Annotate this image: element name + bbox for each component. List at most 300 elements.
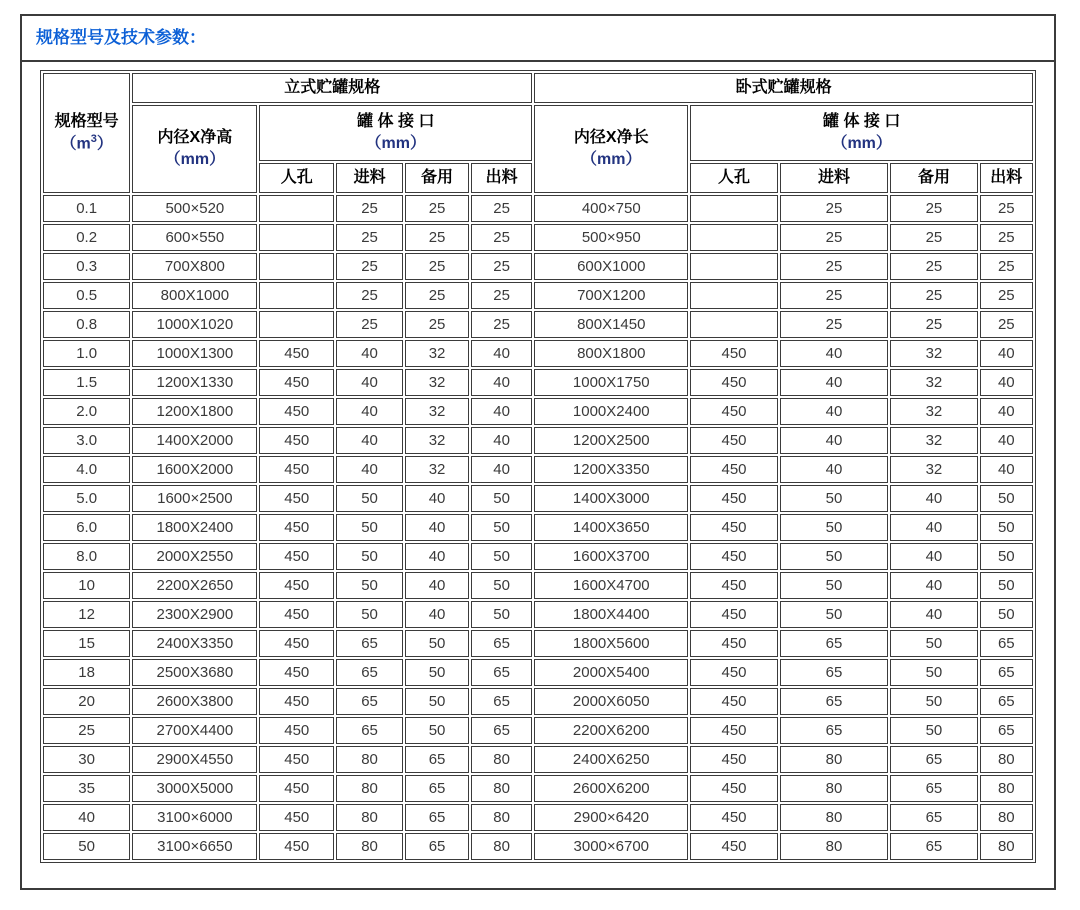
table-cell: 65: [336, 659, 403, 686]
table-cell: 450: [259, 427, 334, 454]
table-cell: 25: [336, 253, 403, 280]
table-cell: 50: [780, 601, 889, 628]
table-cell: 25: [780, 311, 889, 338]
table-cell: 50: [471, 572, 532, 599]
table-cell: 65: [890, 804, 977, 831]
table-cell: 50: [336, 514, 403, 541]
table-cell: 450: [690, 717, 777, 744]
table-cell: 65: [471, 630, 532, 657]
table-cell: 40: [890, 543, 977, 570]
table-cell: 450: [259, 630, 334, 657]
table-cell: 40: [980, 340, 1033, 367]
table-cell: 25: [780, 282, 889, 309]
table-cell: 500×950: [534, 224, 688, 251]
table-cell: 50: [336, 543, 403, 570]
table-cell: [259, 224, 334, 251]
table-cell: 450: [259, 804, 334, 831]
table-cell: 25: [405, 311, 469, 338]
table-cell: 2000X6050: [534, 688, 688, 715]
table-cell: 25: [980, 311, 1033, 338]
table-cell: 1000X1300: [132, 340, 257, 367]
spec-model-unit: $(m^3)$: [60, 133, 113, 153]
table-cell: 0.3: [43, 253, 130, 280]
table-cell: 450: [259, 485, 334, 512]
table-cell: 450: [690, 543, 777, 570]
table-cell: 80: [471, 746, 532, 773]
table-cell: 25: [890, 224, 977, 251]
table-cell: 450: [259, 543, 334, 570]
table-cell: 2600X6200: [534, 775, 688, 802]
table-row: [43, 572, 1033, 599]
table-cell: 3000×6700: [534, 833, 688, 860]
table-cell: 2500X3680: [132, 659, 257, 686]
table-cell: [259, 253, 334, 280]
table-cell: 65: [471, 688, 532, 715]
table-cell: 25: [43, 717, 130, 744]
table-cell: 25: [405, 224, 469, 251]
table-row: [43, 688, 1033, 715]
table-cell: 80: [780, 775, 889, 802]
table-row: [43, 485, 1033, 512]
table-cell: 32: [405, 427, 469, 454]
table-cell: 2400X3350: [132, 630, 257, 657]
table-cell: 25: [471, 195, 532, 222]
table-cell: 15: [43, 630, 130, 657]
table-cell: 50: [980, 485, 1033, 512]
table-cell: 50: [405, 659, 469, 686]
table-cell: 65: [405, 775, 469, 802]
table-cell: 1600×2500: [132, 485, 257, 512]
table-cell: 35: [43, 775, 130, 802]
table-cell: 1400X2000: [132, 427, 257, 454]
table-cell: 65: [890, 775, 977, 802]
vertical-manhole-header: 人孔: [259, 163, 334, 193]
table-cell: 50: [980, 601, 1033, 628]
table-cell: 2.0: [43, 398, 130, 425]
table-cell: 80: [780, 746, 889, 773]
table-row: [43, 514, 1033, 541]
table-cell: 50: [780, 543, 889, 570]
table-cell: [690, 282, 777, 309]
table-cell: 40: [43, 804, 130, 831]
table-cell: 65: [890, 746, 977, 773]
table-cell: 450: [690, 427, 777, 454]
table-row: [43, 340, 1033, 367]
table-cell: 800X1800: [534, 340, 688, 367]
table-cell: 50: [405, 717, 469, 744]
table-cell: 25: [471, 311, 532, 338]
table-cell: 10: [43, 572, 130, 599]
table-row: [43, 630, 1033, 657]
table-cell: 40: [471, 398, 532, 425]
table-cell: 8.0: [43, 543, 130, 570]
table-cell: 50: [980, 514, 1033, 541]
table-cell: [259, 311, 334, 338]
table-row: [43, 833, 1033, 860]
table-cell: 65: [336, 688, 403, 715]
table-cell: 40: [471, 369, 532, 396]
table-cell: 25: [780, 195, 889, 222]
section-title: 规格型号及技术参数：: [22, 16, 1054, 62]
table-cell: 80: [471, 833, 532, 860]
table-cell: 450: [690, 485, 777, 512]
table-cell: 0.1: [43, 195, 130, 222]
horizontal-size-unit: （mm）: [581, 151, 642, 168]
table-cell: 18: [43, 659, 130, 686]
horizontal-manhole-header: 人孔: [690, 163, 777, 193]
vertical-interface-label: 罐 体 接 口: [357, 113, 435, 131]
table-cell: 80: [336, 746, 403, 773]
table-cell: 1000X1750: [534, 369, 688, 396]
table-cell: 2200X6200: [534, 717, 688, 744]
horizontal-interface-header: [690, 105, 1033, 161]
table-cell: 600×550: [132, 224, 257, 251]
spec-table: [40, 70, 1036, 863]
table-cell: 1600X3700: [534, 543, 688, 570]
table-cell: 1200X1330: [132, 369, 257, 396]
table-cell: 1200X3350: [534, 456, 688, 483]
table-cell: 65: [336, 630, 403, 657]
table-cell: 2000X2550: [132, 543, 257, 570]
table-cell: 50: [890, 717, 977, 744]
table-row: [43, 543, 1033, 570]
table-cell: 450: [690, 398, 777, 425]
table-cell: 25: [405, 195, 469, 222]
table-cell: 0.8: [43, 311, 130, 338]
table-cell: 25: [980, 195, 1033, 222]
table-cell: 450: [690, 369, 777, 396]
spec-table-wrapper: [22, 62, 1054, 871]
horizontal-feed-header: 进料: [780, 163, 889, 193]
table-cell: 2200X2650: [132, 572, 257, 599]
table-cell: 40: [336, 340, 403, 367]
table-cell: 2600X3800: [132, 688, 257, 715]
table-cell: 4.0: [43, 456, 130, 483]
table-cell: 450: [259, 340, 334, 367]
table-row: [43, 195, 1033, 222]
table-cell: 2700X4400: [132, 717, 257, 744]
table-cell: 2000X5400: [534, 659, 688, 686]
table-cell: 2400X6250: [534, 746, 688, 773]
table-cell: 80: [336, 804, 403, 831]
table-row: [43, 601, 1033, 628]
table-cell: 700X800: [132, 253, 257, 280]
table-cell: 80: [980, 746, 1033, 773]
table-cell: 40: [980, 427, 1033, 454]
table-cell: 50: [336, 485, 403, 512]
table-cell: 80: [336, 775, 403, 802]
table-row: [43, 253, 1033, 280]
table-cell: 50: [43, 833, 130, 860]
table-cell: 65: [336, 717, 403, 744]
table-cell: 450: [690, 601, 777, 628]
table-cell: 32: [890, 340, 977, 367]
table-cell: 40: [336, 369, 403, 396]
table-row: [43, 717, 1033, 744]
table-cell: 400×750: [534, 195, 688, 222]
table-cell: 20: [43, 688, 130, 715]
table-cell: 1400X3000: [534, 485, 688, 512]
table-cell: 80: [471, 804, 532, 831]
table-cell: 50: [405, 688, 469, 715]
table-cell: 600X1000: [534, 253, 688, 280]
table-cell: 450: [259, 398, 334, 425]
table-cell: 40: [471, 340, 532, 367]
spec-panel: [20, 14, 1056, 890]
table-cell: 40: [780, 369, 889, 396]
table-cell: 65: [780, 630, 889, 657]
horizontal-interface-label: 罐 体 接 口: [823, 113, 901, 131]
table-cell: 450: [259, 456, 334, 483]
table-row: [43, 369, 1033, 396]
table-cell: 65: [471, 659, 532, 686]
table-cell: 3100×6000: [132, 804, 257, 831]
table-cell: 450: [259, 369, 334, 396]
vertical-discharge-header: 出料: [471, 163, 532, 193]
table-cell: 6.0: [43, 514, 130, 541]
table-cell: 50: [471, 514, 532, 541]
table-row: [43, 659, 1033, 686]
table-cell: 1000X2400: [534, 398, 688, 425]
table-cell: 32: [890, 427, 977, 454]
table-cell: 450: [690, 340, 777, 367]
table-cell: 800X1000: [132, 282, 257, 309]
table-cell: 25: [405, 253, 469, 280]
table-cell: 450: [259, 688, 334, 715]
table-cell: 3000X5000: [132, 775, 257, 802]
table-cell: 40: [405, 601, 469, 628]
table-cell: 50: [890, 688, 977, 715]
table-cell: 25: [980, 282, 1033, 309]
table-cell: 25: [471, 224, 532, 251]
table-cell: 25: [336, 311, 403, 338]
table-cell: 3.0: [43, 427, 130, 454]
table-cell: 40: [405, 543, 469, 570]
table-cell: 450: [690, 688, 777, 715]
table-cell: 25: [405, 282, 469, 309]
table-cell: 1800X5600: [534, 630, 688, 657]
table-cell: 65: [471, 717, 532, 744]
table-cell: 25: [890, 311, 977, 338]
table-row: [43, 398, 1033, 425]
table-cell: [690, 195, 777, 222]
table-row: [43, 775, 1033, 802]
spec-model-label: 规格型号: [54, 112, 119, 130]
table-cell: 40: [890, 572, 977, 599]
table-cell: 80: [471, 775, 532, 802]
table-cell: 40: [405, 572, 469, 599]
table-cell: 30: [43, 746, 130, 773]
table-cell: 32: [405, 369, 469, 396]
table-cell: 450: [690, 456, 777, 483]
table-cell: 450: [259, 833, 334, 860]
table-row: [43, 311, 1033, 338]
table-cell: 1200X1800: [132, 398, 257, 425]
table-cell: 50: [980, 572, 1033, 599]
table-cell: 2900×6420: [534, 804, 688, 831]
table-cell: 40: [890, 601, 977, 628]
table-cell: 25: [471, 282, 532, 309]
table-cell: 450: [690, 514, 777, 541]
table-cell: 1400X3650: [534, 514, 688, 541]
table-cell: 450: [259, 514, 334, 541]
table-cell: 40: [780, 427, 889, 454]
table-cell: 0.5: [43, 282, 130, 309]
table-cell: 450: [259, 659, 334, 686]
table-row: [43, 282, 1033, 309]
table-cell: 32: [405, 340, 469, 367]
table-cell: 450: [690, 746, 777, 773]
table-cell: 40: [980, 398, 1033, 425]
table-cell: 1600X4700: [534, 572, 688, 599]
table-cell: 25: [780, 224, 889, 251]
table-cell: 25: [890, 282, 977, 309]
table-cell: 1200X2500: [534, 427, 688, 454]
table-cell: 40: [780, 398, 889, 425]
table-cell: 25: [890, 195, 977, 222]
table-cell: 450: [259, 601, 334, 628]
table-cell: 50: [980, 543, 1033, 570]
vertical-interface-unit: （mm）: [365, 135, 427, 152]
header-row-sections: [43, 73, 1033, 103]
table-cell: 80: [980, 804, 1033, 831]
table-cell: 40: [471, 456, 532, 483]
table-cell: 40: [405, 485, 469, 512]
table-cell: 450: [690, 804, 777, 831]
table-cell: 32: [890, 456, 977, 483]
table-cell: 450: [259, 717, 334, 744]
table-cell: 25: [336, 224, 403, 251]
table-cell: 5.0: [43, 485, 130, 512]
table-cell: [259, 282, 334, 309]
table-cell: 1800X2400: [132, 514, 257, 541]
table-cell: 80: [780, 833, 889, 860]
table-cell: 25: [980, 224, 1033, 251]
table-cell: 450: [690, 833, 777, 860]
table-cell: 25: [980, 253, 1033, 280]
table-cell: 65: [405, 833, 469, 860]
vertical-size-label: 内径X净高: [157, 129, 233, 147]
spec-table-body: [43, 195, 1033, 860]
table-cell: 50: [780, 572, 889, 599]
table-cell: 40: [980, 456, 1033, 483]
table-cell: 40: [336, 398, 403, 425]
horizontal-size-header: [534, 105, 688, 193]
table-cell: 80: [336, 833, 403, 860]
table-cell: 50: [471, 485, 532, 512]
table-cell: 80: [980, 833, 1033, 860]
table-cell: 2900X4550: [132, 746, 257, 773]
table-cell: 65: [890, 833, 977, 860]
table-cell: 32: [405, 398, 469, 425]
table-cell: 450: [259, 775, 334, 802]
table-cell: 50: [780, 485, 889, 512]
table-cell: 65: [780, 717, 889, 744]
table-cell: 50: [780, 514, 889, 541]
table-cell: 65: [405, 804, 469, 831]
table-cell: 40: [471, 427, 532, 454]
table-cell: 32: [890, 398, 977, 425]
table-cell: 80: [980, 775, 1033, 802]
table-row: [43, 746, 1033, 773]
horizontal-discharge-header: 出料: [980, 163, 1033, 193]
table-cell: 65: [980, 630, 1033, 657]
table-cell: [690, 224, 777, 251]
table-cell: 65: [780, 688, 889, 715]
table-cell: 50: [890, 630, 977, 657]
table-row: [43, 427, 1033, 454]
table-cell: 1000X1020: [132, 311, 257, 338]
table-cell: 50: [471, 543, 532, 570]
table-cell: 65: [980, 717, 1033, 744]
table-cell: 50: [471, 601, 532, 628]
table-row: [43, 804, 1033, 831]
table-cell: 1.5: [43, 369, 130, 396]
table-cell: 40: [980, 369, 1033, 396]
table-cell: 1600X2000: [132, 456, 257, 483]
table-cell: 80: [780, 804, 889, 831]
table-cell: 50: [336, 572, 403, 599]
table-cell: 0.2: [43, 224, 130, 251]
table-cell: 450: [690, 630, 777, 657]
table-cell: 32: [405, 456, 469, 483]
vertical-size-header: [132, 105, 257, 193]
table-cell: 50: [336, 601, 403, 628]
table-cell: 40: [890, 514, 977, 541]
table-row: [43, 456, 1033, 483]
horizontal-size-label: 内径X净长: [573, 129, 649, 147]
table-cell: 25: [890, 253, 977, 280]
table-cell: 25: [336, 195, 403, 222]
table-cell: 40: [890, 485, 977, 512]
table-cell: [690, 311, 777, 338]
vertical-spare-header: 备用: [405, 163, 469, 193]
spec-model-header: [43, 73, 130, 193]
table-cell: 450: [259, 572, 334, 599]
table-cell: 40: [780, 340, 889, 367]
table-cell: [690, 253, 777, 280]
table-cell: 40: [405, 514, 469, 541]
table-cell: 500×520: [132, 195, 257, 222]
table-cell: 12: [43, 601, 130, 628]
table-cell: 1800X4400: [534, 601, 688, 628]
table-cell: 450: [690, 775, 777, 802]
horizontal-spare-header: 备用: [890, 163, 977, 193]
table-cell: 65: [980, 688, 1033, 715]
table-cell: 65: [405, 746, 469, 773]
table-cell: 40: [336, 456, 403, 483]
table-cell: 450: [259, 746, 334, 773]
table-cell: 40: [780, 456, 889, 483]
table-cell: 3100×6650: [132, 833, 257, 860]
header-row-groups: [43, 105, 1033, 161]
table-cell: 450: [690, 572, 777, 599]
vertical-size-unit: （mm）: [164, 151, 226, 168]
table-cell: 65: [780, 659, 889, 686]
table-cell: 25: [780, 253, 889, 280]
horizontal-tank-section-header: 卧式贮罐规格: [534, 73, 1033, 103]
vertical-interface-header: [259, 105, 532, 161]
vertical-tank-section-header: 立式贮罐规格: [132, 73, 532, 103]
table-cell: 700X1200: [534, 282, 688, 309]
table-cell: 32: [890, 369, 977, 396]
table-cell: 800X1450: [534, 311, 688, 338]
table-cell: 50: [405, 630, 469, 657]
table-cell: 40: [336, 427, 403, 454]
table-cell: 25: [336, 282, 403, 309]
table-cell: 25: [471, 253, 532, 280]
horizontal-interface-unit: （mm）: [831, 135, 892, 152]
